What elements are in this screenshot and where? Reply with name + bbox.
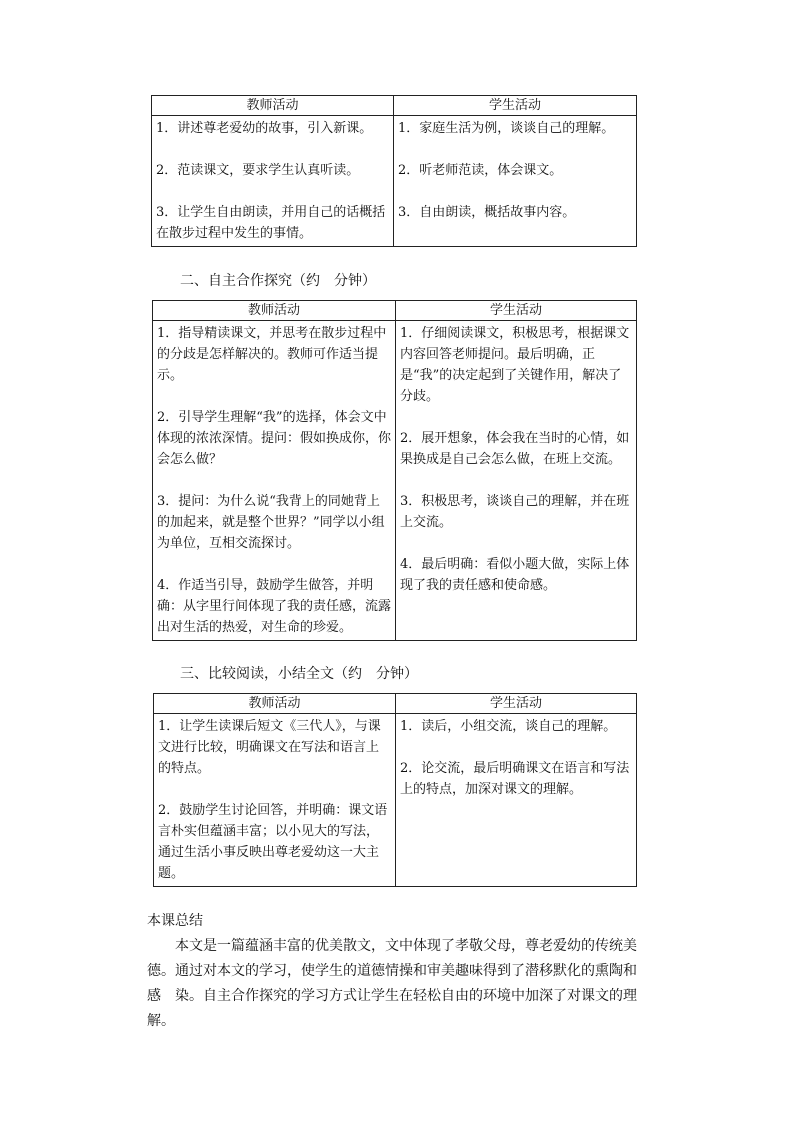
teacher-column-header: 教师活动 xyxy=(152,96,394,116)
teacher-activity-item: 4．作适当引导，鼓励学生做答，并明确：从字里行间体现了我的责任感，流露出对生活的热爱，对生命的珍爱。 xyxy=(157,578,392,635)
teacher-activity-item: 2．引导学生理解“我”的选择，体会文中体现的浓浓深情。提问：假如换成你，你会怎么做？ xyxy=(157,410,392,467)
teacher-activity-item: 3．提问：为什么说“我背上的同她背上的加起来，就是整个世界？”同学以小组为单位，互相交流探讨。 xyxy=(157,494,385,551)
student-column-header: 学生活动 xyxy=(396,301,637,321)
student-activity-cell xyxy=(394,116,637,247)
teacher-activity-item: 3．让学生自由朗读，并用自己的话概括在散步过程中发生的事情。 xyxy=(156,205,386,241)
section-heading: 二、自主合作探究（约 分钟） xyxy=(180,273,376,289)
activity-table-3 xyxy=(153,693,637,887)
student-activity-item: 3．积极思考，谈谈自己的理解，并在班上交流。 xyxy=(400,494,630,530)
student-activity-item: 4．最后明确：看似小题大做，实际上体现了我的责任感和使命感。 xyxy=(400,557,630,593)
student-activity-item: 3．自由朗读，概括故事内容。 xyxy=(398,205,576,220)
summary-text: 本文是一篇蕴涵丰富的优美散文，文中体现了孝敬父母，尊老爱幼的传统美德。通过对本文的学习，使学生的道德情操和审美趣味得到了潜移默化的熏陶和感 染。自主合作探究的学习方式让学生在轻松自由的环境中加深了对课文的理解。 xyxy=(147,938,637,1029)
student-column-header: 学生活动 xyxy=(396,694,637,714)
student-activity-item: 2．展开想象，体会我在当时的心情，如果换成是自己会怎么做，在班上交流。 xyxy=(400,431,630,467)
teacher-activity-cell xyxy=(153,321,396,641)
teacher-activity-cell xyxy=(154,714,396,887)
teacher-column-header: 教师活动 xyxy=(153,301,396,321)
student-activity-item: 1．读后，小组交流，谈自己的理解。 xyxy=(400,719,617,734)
teacher-activity-item: 2．范读课文，要求学生认真听读。 xyxy=(156,163,360,178)
section-heading: 三、比较阅读，小结全文（约 分钟） xyxy=(180,666,418,682)
student-column-header: 学生活动 xyxy=(394,96,637,116)
teacher-activity-item: 1．让学生读课后短文《三代人》，与课文进行比较，明确课文在写法和语言上的特点。 xyxy=(158,719,381,776)
teacher-activity-cell xyxy=(152,116,394,247)
summary-title: 本课总结 xyxy=(147,913,203,929)
student-activity-item: 2．论交流，最后明确课文在语言和写法上的特点，加深对课文的理解。 xyxy=(400,761,630,797)
teacher-activity-item: 2．鼓励学生讨论回答，并明确：课文语言朴实但蕴涵丰富；以小见大的写法，通过生活小事反映出尊老爱幼这一大主题。 xyxy=(158,803,388,881)
student-activity-item: 1．家庭生活为例，谈谈自己的理解。 xyxy=(398,121,615,136)
activity-table-1 xyxy=(151,95,637,247)
teacher-activity-item: 1．指导精读课文，并思考在散步过程中的分歧是怎样解决的。教师可作适当提示。 xyxy=(157,326,387,383)
student-activity-item: 2．听老师范读，体会课文。 xyxy=(398,163,563,178)
student-activity-cell xyxy=(396,714,637,887)
student-activity-cell xyxy=(396,321,637,641)
student-activity-item: 1．仔细阅读课文，积极思考，根据课文内容回答老师提问。最后明确，正是“我”的决定起到了关键作用，解决了分歧。 xyxy=(400,326,630,404)
teacher-activity-item: 1．讲述尊老爱幼的故事，引入新课。 xyxy=(156,121,373,136)
activity-table-2 xyxy=(152,300,637,641)
teacher-column-header: 教师活动 xyxy=(154,694,396,714)
